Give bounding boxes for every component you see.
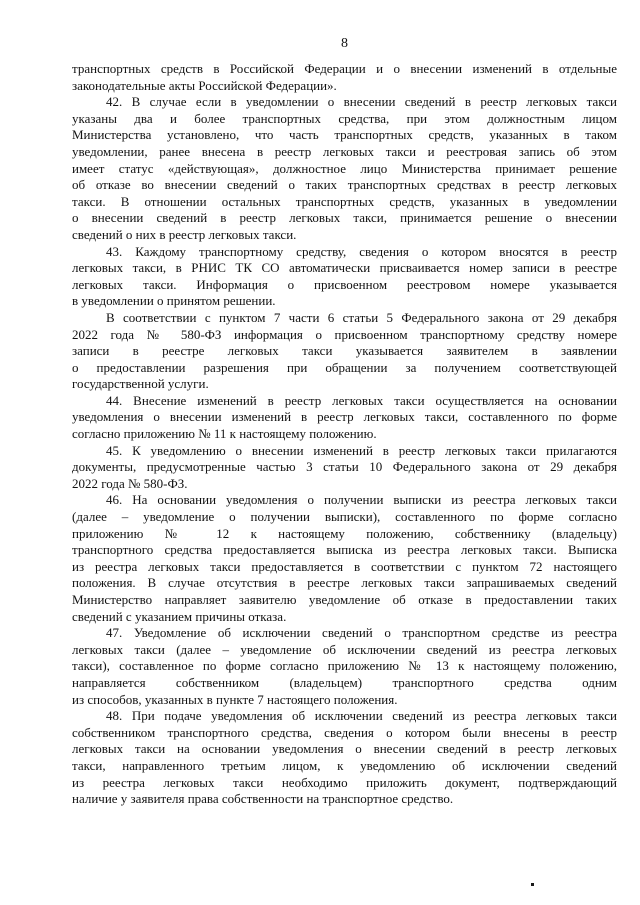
scan-speck-artifact [531, 883, 534, 886]
text-line: 2022 года № 580-ФЗ информация о присвоенном транспортному средству номере [72, 326, 617, 342]
text-line: документы, предусмотренные частью 3 статьи 10 Федерального закона от 29 декабря [72, 459, 617, 475]
text-line: имеет статус «действующая», должностное лицо Министерства принимает решение [72, 160, 617, 176]
text-line: о предоставлении разрешения при обращении за получением соответствующей [72, 359, 617, 375]
text-line: легковых такси (далее – уведомление об исключении сведений из реестра легковых [72, 641, 617, 657]
text-line: об отказе во внесении сведений о таких транспортных средствах в реестр легковых [72, 177, 617, 193]
text-line: Министерства установлено, что часть транспортных средств, указанных в таком [72, 127, 617, 143]
text-line: в уведомлении о принятом решении. [72, 293, 276, 309]
text-line: согласно приложению № 11 к настоящему положению. [72, 426, 377, 442]
text-line: о внесении сведений в реестр легковых такси, принимается решение о внесении [72, 210, 617, 226]
text-line: легковых такси на основании уведомления о внесении сведений в реестр легковых [72, 741, 617, 757]
text-line: уведомлении, ранее внесена в реестр легковых такси и реестровая запись об этом [72, 143, 617, 159]
text-line: 2022 года № 580-ФЗ. [72, 475, 188, 491]
text-line: легковых такси, в РНИС ТК СО автоматически присваивается номер записи в реестре [72, 260, 617, 276]
document-body [72, 61, 617, 808]
text-line: приложению № 12 к настоящему положению, собственнику (владельцу) [72, 525, 617, 541]
text-line: В соответствии с пунктом 7 части 6 статьи 5 Федерального закона от 29 декабря [106, 309, 617, 325]
page-number: 8 [341, 36, 348, 51]
text-line: транспортных средств в Российской Федерации и о внесении изменений в отдельные [72, 61, 617, 76]
text-line: положения. В случае отсутствия в реестре легковых такси запрашиваемых сведений [72, 575, 617, 591]
text-line: (далее – уведомление о получении выписки), составленного по форме согласно [72, 509, 617, 525]
text-line: записи в реестре легковых такси указывается заявителем в заявлении [72, 343, 617, 359]
text-line: 47. Уведомление об исключении сведений о транспортном средстве из реестра [106, 625, 617, 641]
text-line: наличие у заявителя права собственности на транспортное средство. [72, 791, 454, 807]
text-line: сведений о них в реестр легковых такси. [72, 226, 297, 242]
text-line: указаны два и более транспортных средства, при этом должностным лицом [72, 110, 617, 126]
text-line: Министерство направляет заявителю уведомление об отказе в предоставлении таких [72, 592, 617, 607]
text-line: из реестра легковых такси предоставляется в соответствии с пунктом 72 настоящего [72, 558, 617, 574]
text-line: государственной услуги. [72, 376, 209, 392]
text-line: уведомления о внесении изменений в реестр легковых такси, составленного по форме [72, 409, 617, 425]
text-line: собственником транспортного средства, сведения о котором были внесены в реестр [72, 724, 617, 740]
text-line: из способов, указанных в пункте 7 настоящего положения. [72, 691, 398, 707]
text-line: направляется собственником (владельцем) транспортного средства одним [72, 674, 617, 690]
text-line: такси), составленное по форме согласно приложению № 13 к настоящему положению, [72, 658, 617, 674]
text-line: 45. К уведомлению о внесении изменений в реестр легковых такси прилагаются [106, 442, 617, 458]
text-line: 48. При подаче уведомления об исключении сведений из реестра легковых такси [106, 708, 617, 724]
text-line: легковых такси. Информация о присвоенном реестровом номере указывается [72, 276, 617, 292]
text-line: 46. На основании уведомления о получении выписки из реестра легковых такси [106, 492, 617, 508]
text-line: такси. В отношении остальных транспортных средств, указанных в уведомлении [72, 193, 617, 209]
text-line: 44. Внесение изменений в реестр легковых такси осуществляется на основании [106, 392, 617, 408]
text-line: транспортного средства предоставляется выписка из реестра легковых такси. Выписка [72, 542, 617, 558]
text-line: из реестра легковых такси необходимо приложить документ, подтверждающий [72, 774, 617, 790]
text-line: 43. Каждому транспортному средству, сведения о котором вносятся в реестр [106, 243, 617, 259]
text-line: 42. В случае если в уведомлении о внесении сведений в реестр легковых такси [106, 94, 617, 110]
text-line: такси, направленного третьим лицом, к уведомлению об исключении сведений [72, 757, 617, 773]
text-line: законодательные акты Российской Федерации». [72, 77, 337, 93]
text-line: сведений с указанием причины отказа. [72, 608, 287, 624]
